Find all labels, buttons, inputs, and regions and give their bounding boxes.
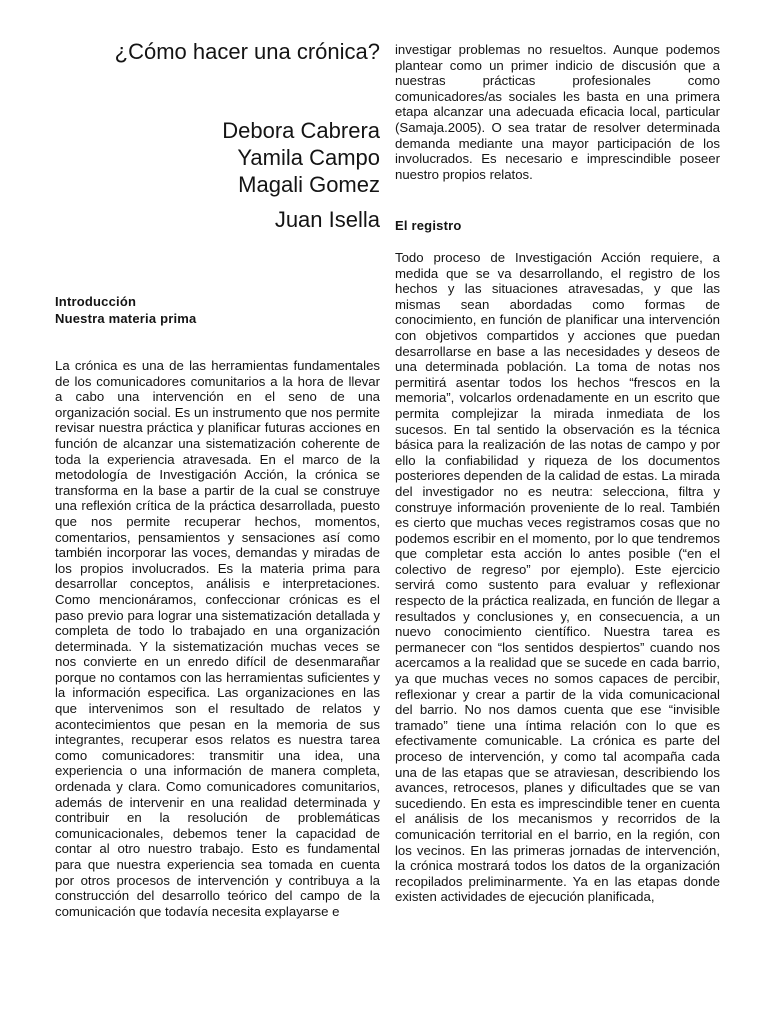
author-name: Debora Cabrera xyxy=(222,118,380,143)
registro-paragraph: Todo proceso de Investigación Acción requiere, a medida que se va desarrollando, el registro de los hechos y las situaciones atravesadas, y que las mismas sean abordadas como formas de conocimiento, en función de planificar una intervención con objetivos compartidos y acciones que puedan desarrollarse en base a las necesidades y deseos de una determinada población. La toma de notas nos permitirá asentar todos los hechos “frescos en la memoria”, volcarlos ordenadamente en un escrito que permita complejizar la mirada inmediata de los sucesos. En tal sentido la observación es la técnica básica para la realización de las notas de campo y por ello la confiabilidad y riqueza de los documentos posteriores dependen de la calidad de estas. La mirada del investigador no es neutra: selecciona, filtra y construye información proveniente de lo real. También es cierto que muchas veces registramos cosas que no podemos escribir en el momento, por lo que tendremos que completar esta acción lo antes posible (“en el colectivo de regreso” por ejemplo). Este ejercicio servirá como sustento para evaluar y reflexionar respecto de la práctica realizada, en función de llegar a resultados y conclusiones y, en consecuencia, a un nuevo conocimiento científico. Nuestra tarea es permanecer con “los sentidos despiertos” cuando nos acercamos a la realidad que se sucede en cada barrio, ya que muchas veces no somos capaces de percibir, reflexionar y crear a partir de la vida comunicacional del barrio. No nos damos cuenta que ese “invisible tramado” tiene una íntima relación con lo que es efectivamente comunicable. La crónica es parte del proceso de intervención, y como tal acompaña cada una de las etapas que se atraviesan, describiendo los avances, retrocesos, planes y dificultades que se van sucediendo. En esta es imprescindible tener en cuenta el análisis de los mecanismos y recorridos de la comunicación territorial en el barrio, en la región, con los vecinos. En las primeras jornadas de intervención, la crónica mostrará todos los datos de la organización recopilados preliminarmente. Ya en las etapas donde existen actividades de ejecución planificada, xyxy=(395,250,720,905)
intro-paragraph: La crónica es una de las herramientas fundamentales de los comunicadores comunitarios a la hora de llevar a cabo una intervención en el seno de una organización social. Es un instrumento que nos permite revisar nuestra práctica y planificar futuras acciones en función de alcanzar una sistematización coherente de toda la experiencia atravesada. En el marco de la metodología de Investigación Acción, la crónica se transforma en la base a partir de la cual se construye una reflexión crítica de la práctica desarrollada, puesto que nos permite recuperar hechos, momentos, comentarios, pensamientos y sensaciones así como también incorporar las voces, demandas y miradas de los propios involucrados. Es la materia prima para desarrollar conceptos, análisis e interpretaciones. Como mencionáramos, confeccionar crónicas es el paso previo para lograr una sistematización detallada y completa de todo lo trabajado en una organización determinada. Y la sistematización muchas veces se nos convierte en un enredo difícil de desenmarañar porque no contamos con las herramientas suficientes y la información especifica. Las organizaciones en las que intervenimos son el resultado de relatos y acontecimientos que pesan en la memoria de sus integrantes, recuperar esos relatos es nuestra tarea como comunicadores: transmitir una idea, una experiencia o una información de manera completa, ordenada y clara. Como comunicadores comunitarios, además de intervenir en una realidad determinada y contribuir en la resolución de problemáticas comunicacionales, debemos tener la capacidad de contar al otro nuestro trabajo. Esto es fundamental para que nuestra experiencia sea tomada en cuenta por otros procesos de intervención y contribuya a la construcción del desarrollo teórico del campo de la comunicación que todavía necesita explayarse e xyxy=(55,358,380,919)
author-list xyxy=(222,117,380,233)
section-heading-introduccion: Introducción xyxy=(55,294,137,309)
author-name: Yamila Campo xyxy=(237,145,380,170)
section-heading-registro: El registro xyxy=(395,218,462,233)
author-name: Magali Gomez xyxy=(238,172,380,197)
section-heading-materia-prima: Nuestra materia prima xyxy=(55,311,197,326)
author-name: Juan Isella xyxy=(274,207,380,232)
document-title: ¿Cómo hacer una crónica? xyxy=(114,39,380,64)
intro-heading-block xyxy=(55,293,196,327)
continuation-paragraph: investigar problemas no resueltos. Aunque podemos plantear como un primer indicio de discusión que a nuestras prácticas profesionales como comunicadores/as sociales les basta en una primera etapa alcanzar una adecuada eficacia local, particular (Samaja.2005). O sea tratar de resolver determinada demanda mediante una mayor participación de los involucrados. Es necesario e imprescindible poseer nuestro propios relatos. xyxy=(395,42,720,182)
